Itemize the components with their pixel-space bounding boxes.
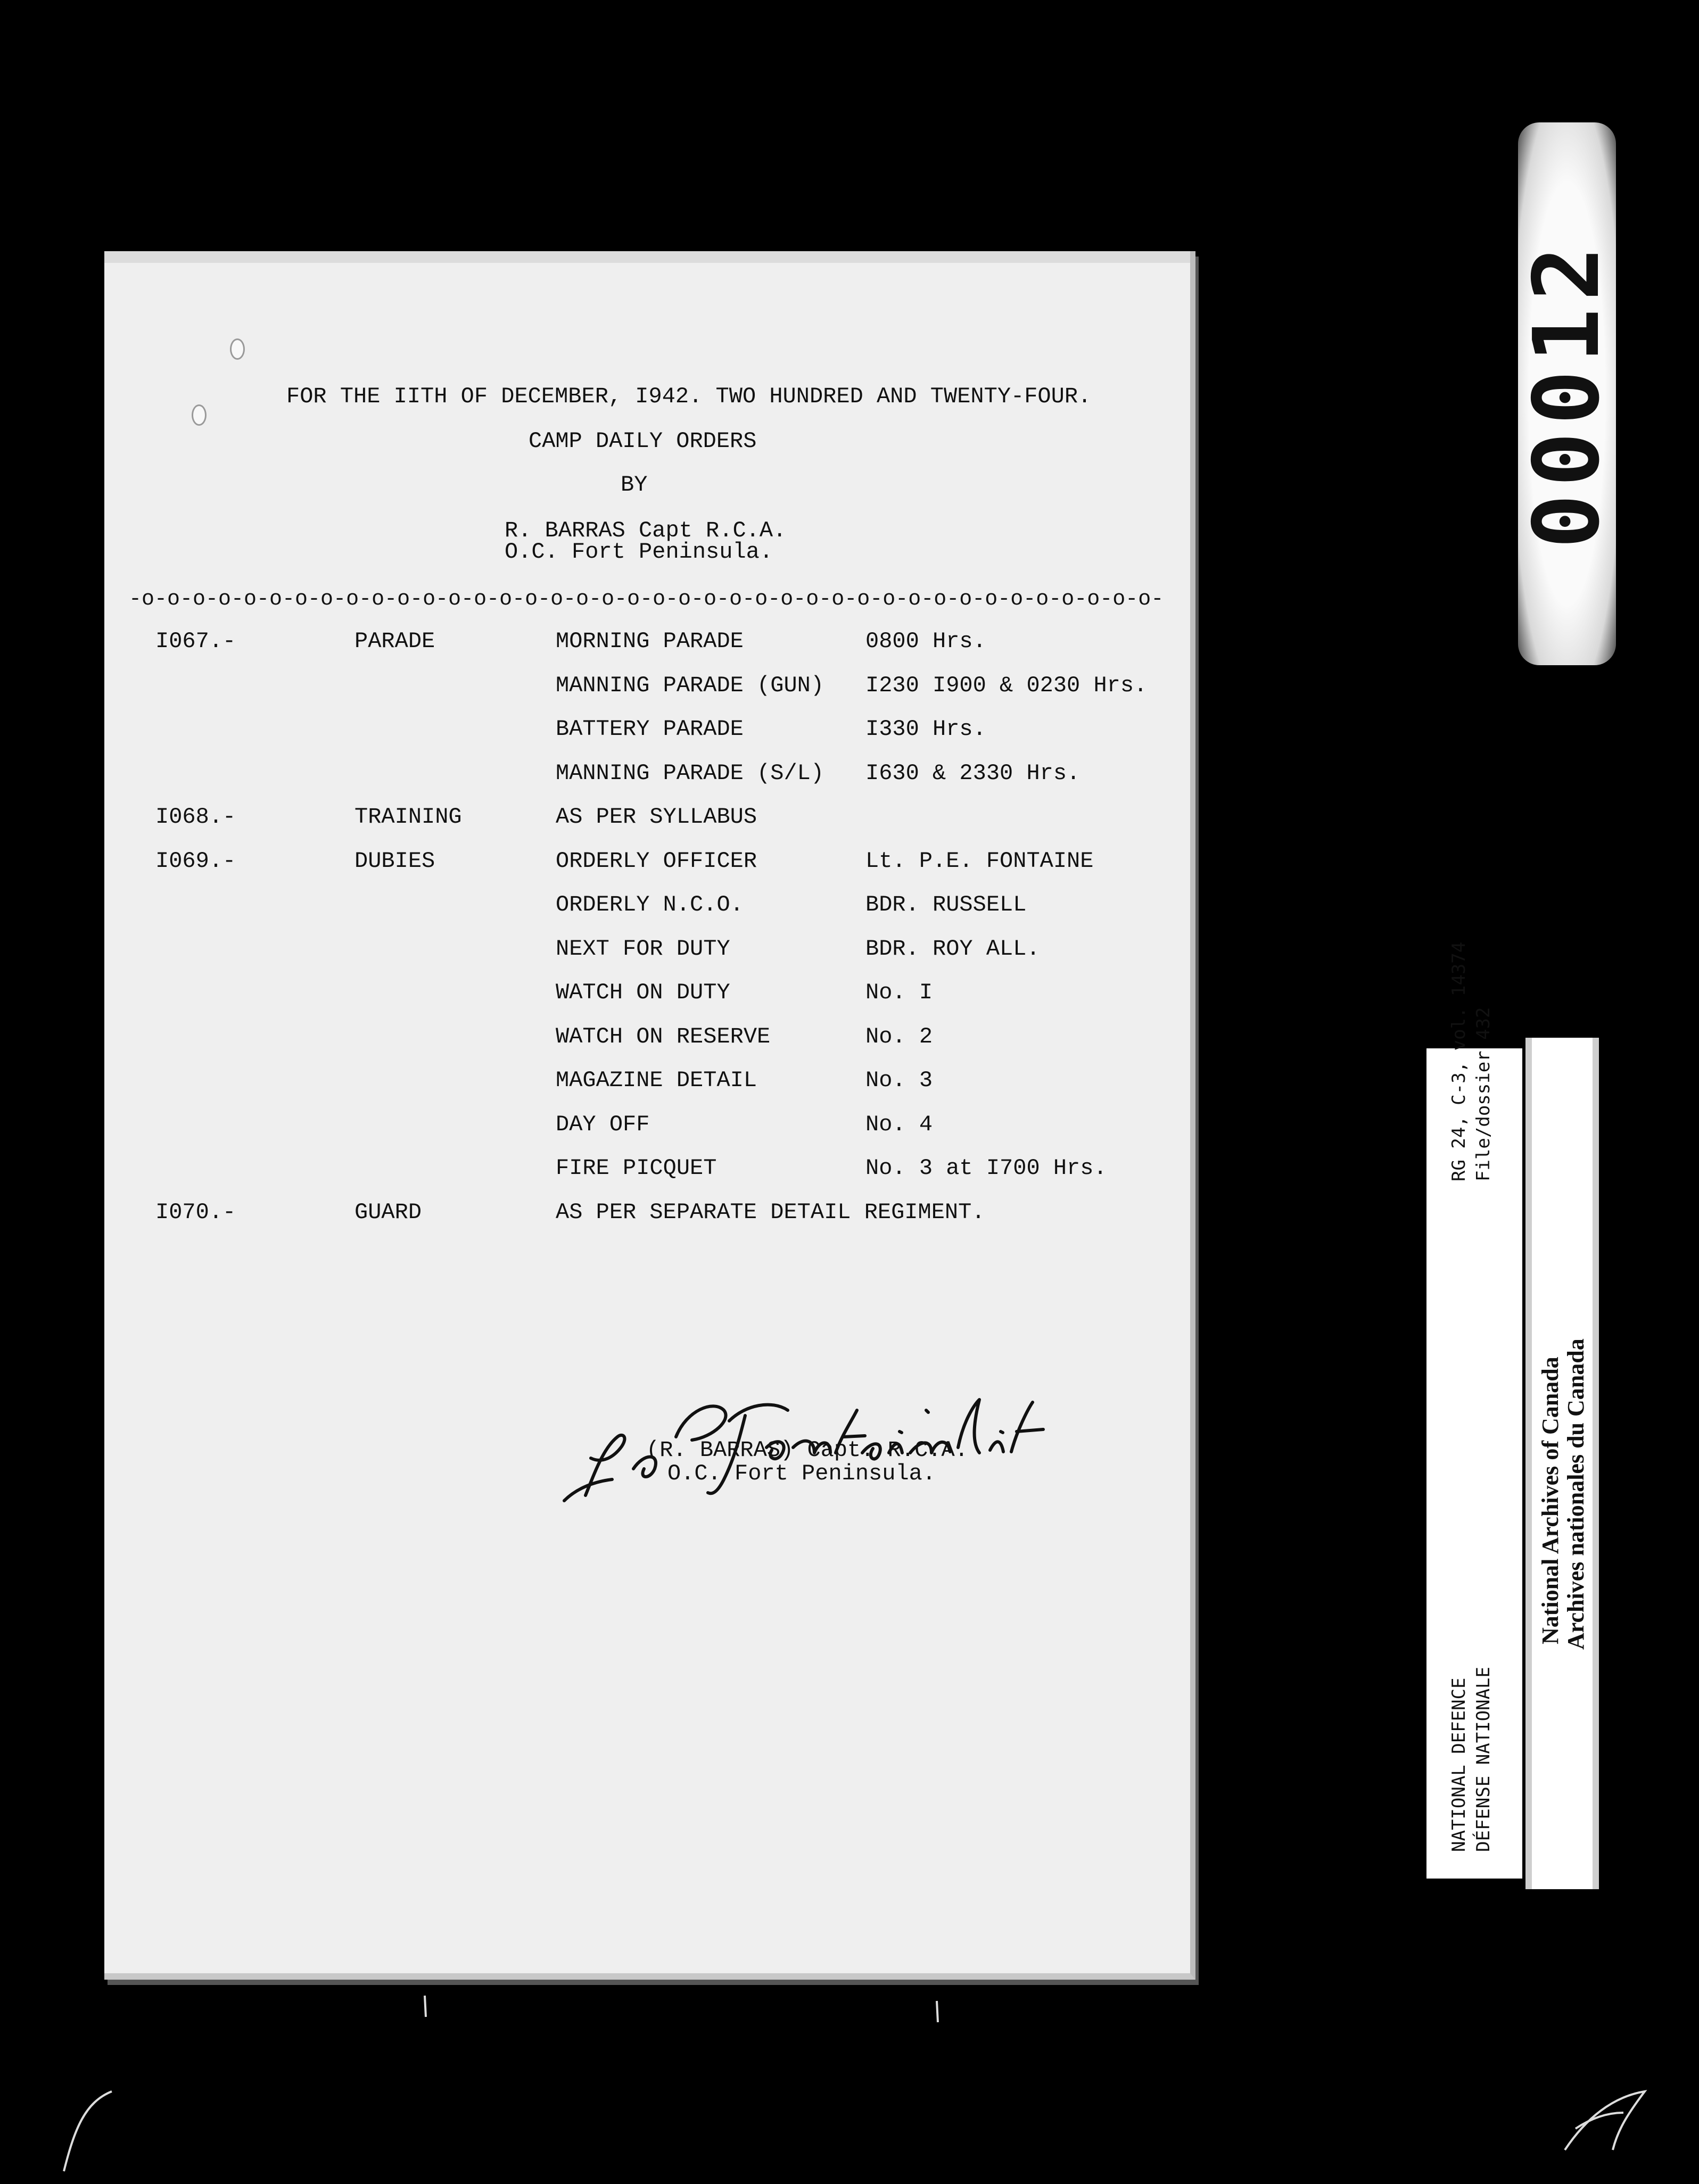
order-item: MAGAZINE DETAIL [556, 1068, 757, 1093]
order-section: DUBIES [354, 848, 435, 874]
document-page [104, 251, 1195, 1980]
order-item: MANNING PARADE (GUN) [556, 673, 824, 698]
punch-hole [192, 404, 207, 426]
archive-reference-label [1426, 941, 1522, 1879]
order-detail: No. I [865, 980, 933, 1005]
archives-name-en: National Archives of Canada [1537, 1356, 1563, 1644]
officer-line-2: O.C. Fort Peninsula. [505, 539, 773, 565]
order-item: ORDERLY OFFICER [556, 848, 757, 874]
order-item: NEXT FOR DUTY [556, 936, 730, 962]
order-item: WATCH ON RESERVE [556, 1024, 771, 1049]
order-detail: BDR. RUSSELL [865, 892, 1027, 917]
order-item: DAY OFF [556, 1112, 650, 1137]
order-section: PARADE [354, 628, 435, 654]
order-no: I068.- [155, 804, 236, 830]
signature-unit-line: O.C. Fort Peninsula. [667, 1461, 936, 1486]
film-scratches [0, 1969, 1699, 2184]
order-detail: Lt. P.E. FONTAINE [865, 848, 1094, 874]
signature-title-line: (R. BARRAS) Capt. R.C.A. [646, 1437, 968, 1463]
order-detail: No. 2 [865, 1024, 933, 1049]
frame-counter-digits: 00012 [1514, 239, 1620, 549]
order-detail: No. 3 at I700 Hrs. [865, 1155, 1107, 1181]
archives-name-fr: Archives nationales du Canada [1563, 1338, 1589, 1650]
order-detail: I330 Hrs. [865, 716, 986, 742]
document-title: CAMP DAILY ORDERS [529, 428, 757, 454]
order-no: I067.- [155, 628, 236, 654]
order-item: MORNING PARADE [556, 628, 744, 654]
order-item: FIRE PICQUET [556, 1155, 717, 1181]
punch-hole [230, 338, 245, 360]
order-item: MANNING PARADE (S/L) [556, 760, 824, 786]
frame-counter [1514, 122, 1620, 665]
order-detail: No. 3 [865, 1068, 933, 1093]
handwritten-signature [554, 1389, 1065, 1517]
order-item: AS PER SYLLABUS [556, 804, 757, 830]
order-detail: I230 I900 & 0230 Hrs. [865, 673, 1148, 698]
department-line-1: NATIONAL DEFENCE [1448, 1677, 1470, 1852]
order-detail: 0800 Hrs. [865, 628, 986, 654]
order-section: TRAINING [354, 804, 462, 830]
page-top-edge [104, 251, 1190, 263]
order-no: I069.- [155, 848, 236, 874]
section-divider: -o-o-o-o-o-o-o-o-o-o-o-o-o-o-o-o-o-o-o-o-o-o-o-o-o-o-o-o-o-o-o-o-o-o-o-o-o-o-o-o- [129, 588, 1164, 611]
order-item: AS PER SEPARATE DETAIL REGIMENT. [556, 1199, 985, 1225]
order-item: ORDERLY N.C.O. [556, 892, 744, 917]
officer-line-1: R. BARRAS Capt R.C.A. [505, 518, 787, 543]
header-line: FOR THE IITH OF DECEMBER, I942. TWO HUNDRED AND TWENTY-FOUR. [286, 384, 1092, 409]
order-detail: BDR. ROY ALL. [865, 936, 1040, 962]
order-detail: No. 4 [865, 1112, 933, 1137]
reference-line-1: RG 24, C-3, vol. 14374 [1448, 941, 1470, 1181]
archives-name-label [1525, 1038, 1599, 1889]
order-detail: I630 & 2330 Hrs. [865, 760, 1081, 786]
order-no: I070.- [155, 1199, 236, 1225]
reference-line-2: File/dossier 432 [1473, 1007, 1494, 1181]
order-item: WATCH ON DUTY [556, 980, 730, 1005]
department-line-2: DÉFENSE NATIONALE [1473, 1667, 1494, 1852]
order-item: BATTERY PARADE [556, 716, 744, 742]
order-section: GUARD [354, 1199, 422, 1225]
by-line: BY [621, 472, 648, 498]
